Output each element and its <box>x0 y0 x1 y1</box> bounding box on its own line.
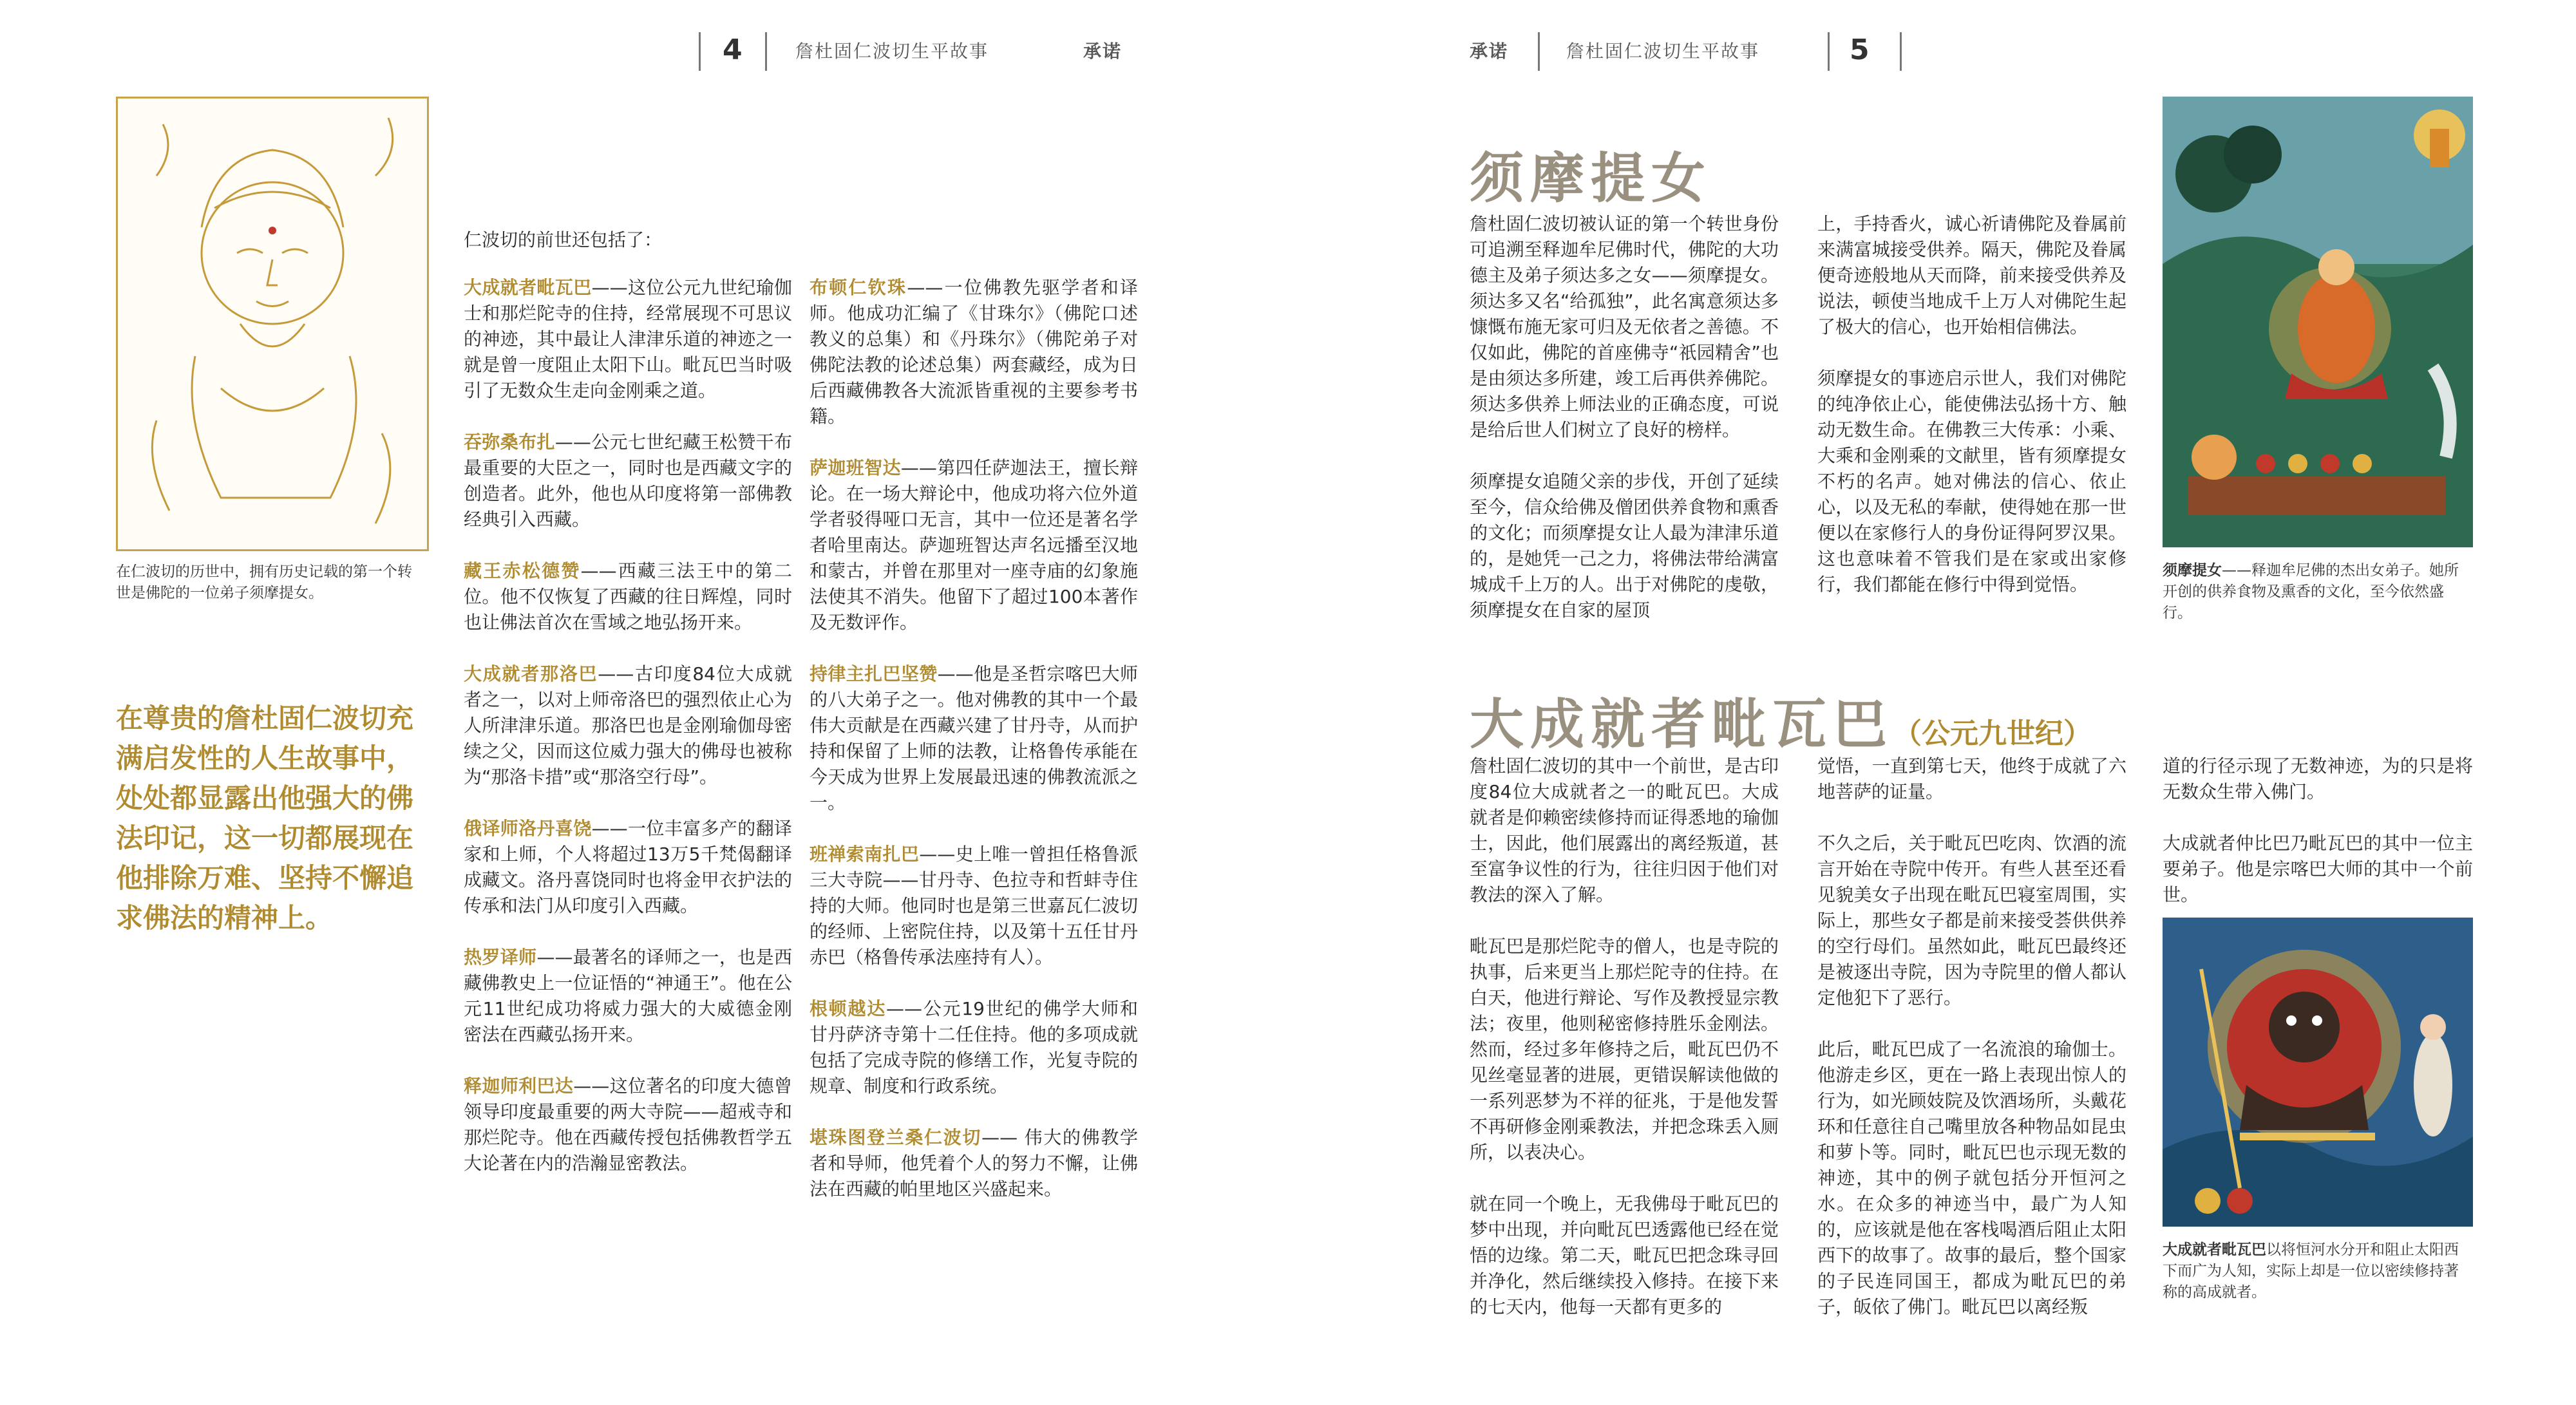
caption-text: 以将恒河水分开和阻止太阳西下而广为人知，实际上却是一位以密续修持著称的高成就者。 <box>2163 1241 2459 1301</box>
life-name: 大成就者毗瓦巴 <box>464 277 592 298</box>
paragraph: 詹杜固仁波切被认证的第一个转世身份可追溯至释迦牟尼佛时代，佛陀的大功德主及弟子须达多之女——须摩提女。须达多又名“给孤独”，此名寓意须达多慷慨布施无家可归及无依者之善德。不仅如此，佛陀的首座佛寺“祇园精舍”也是由须达多所建，竣工后再供养佛陀。须达多供养上师法业的正确态度，可说是给后世人们树立了良好的榜样。 <box>1470 213 1779 440</box>
life-name: 俄译师洛丹喜饶 <box>464 818 592 839</box>
life-name: 热罗译师 <box>464 947 537 968</box>
life-entry <box>464 661 792 790</box>
paragraph: 大成就者仲比巴乃毗瓦巴的其中一位主要弟子。他是宗喀巴大师的其中一个前世。 <box>2163 833 2473 905</box>
left-header-book-title: 詹杜固仁波切生平故事 <box>795 41 989 62</box>
caption-title: 须摩提女 <box>2163 562 2222 579</box>
life-text: ——史上唯一曾担任格鲁派三大寺院——甘丹寺、色拉寺和哲蚌寺住持的大师。他同时也是第三世嘉瓦仁波切的经师、上密院住持，以及第十五任甘丹赤巴（格鲁传承法座持有人）。 <box>810 844 1138 968</box>
previous-lives-column-1 <box>464 275 792 1202</box>
virupa-column-1 <box>1470 753 1779 1346</box>
life-name: 根顿越达 <box>810 998 887 1019</box>
section-heading-virupa <box>1470 681 2092 759</box>
header-divider <box>1900 32 1902 71</box>
life-name: 布顿仁钦珠 <box>810 277 907 298</box>
paragraph: 此后，毗瓦巴成了一名流浪的瑜伽士。他游走乡区，更在一路上表现出惊人的行为，如光顾妓院及饮酒场所，头戴花环和任意往自己嘴里放各种物品如昆虫和萝卜等。同时，毗瓦巴也示现无数的神迹，其中的例子就包括分开恒河之水。在众多的神迹当中，最广为人知的，应该就是他在客栈喝酒后阻止太阳西下的故事了。故事的最后，整个国家的子民连同国王，都成为毗瓦巴的弟子，皈依了佛门。毗瓦巴以离经叛 <box>1817 1039 2126 1317</box>
caption-text: ——释迦牟尼佛的杰出女弟子。她所开创的供养食物及熏香的文化，至今依然盛行。 <box>2163 562 2459 621</box>
life-text: ——西藏三法王中的第二位。他不仅恢复了西藏的往日辉煌，同时也让佛法首次在雪域之地弘扬开来。 <box>464 560 792 633</box>
life-entry <box>464 945 792 1048</box>
life-text: ——古印度84位大成就者之一，以对上师帝洛巴的强烈依止心为人所津津乐道。那洛巴也是金刚瑜伽母密续之父，因而这位威力强大的佛母也被称为“那洛卡措”或“那洛空行母”。 <box>464 663 792 787</box>
life-entry <box>464 429 792 533</box>
life-name: 大成就者那洛巴 <box>464 663 598 684</box>
paragraph: 詹杜固仁波切的其中一个前世，是古印度84位大成就者之一的毗瓦巴。大成就者是仰赖密续修持而证得悉地的瑜伽士，因此，他们展露出的离经叛道，甚至富争议性的行为，往往归因于他们对教法的深入了解。 <box>1470 755 1779 905</box>
paragraph: 须摩提女追随父亲的步伐，开创了延续至今，信众给佛及僧团供养食物和熏香的文化；而须摩提女让人最为津津乐道的，是她凭一己之力，将佛法带给满富城成千上万的人。出于对佛陀的虔敬，须摩提女在自家的屋顶 <box>1470 471 1779 621</box>
sumagadha-image-caption <box>2163 560 2473 624</box>
life-text: ——公元19世纪的佛学大师和甘丹萨济寺第十二任住持。他的多项成就包括了完成寺院的修缮工作，光复寺院的规章、制度和行政系统。 <box>810 998 1138 1097</box>
life-name: 释迦师利巴达 <box>464 1075 574 1097</box>
paragraph: 道的行径示现了无数神迹，为的只是将无数众生带入佛门。 <box>2163 755 2473 802</box>
header-divider <box>699 32 701 71</box>
paragraph: 须摩提女的事迹启示世人，我们对佛陀的纯净依止心，能使佛法弘扬十方、触动无数生命。在佛教三大传承：小乘、大乘和金刚乘的文献里，皆有须摩提女不朽的名声。她对佛法的信心、依止心，以及无私的奉献，使得她在那一世便以在家修行人的身份证得阿罗汉果。这也意味着不管我们是在家或出家修行，我们都能在修行中得到觉悟。 <box>1817 368 2126 595</box>
sumagadha-thangka-painting <box>2163 97 2473 547</box>
life-entry <box>464 1073 792 1176</box>
header-divider <box>1828 32 1830 71</box>
virupa-column-3 <box>2163 753 2473 934</box>
left-illustration-caption: 在仁波切的历世中，拥有历史记载的第一个转世是佛陀的一位弟子须摩提女。 <box>116 563 412 601</box>
left-header-section: 承诺 <box>1083 41 1122 62</box>
life-entry <box>810 455 1138 636</box>
life-text: ——这位著名的印度大德曾领导印度最重要的两大寺院——超戒寺和那烂陀寺。他在西藏传授包括佛教哲学五大论著在内的浩瀚显密教法。 <box>464 1075 792 1174</box>
right-header-book-title: 詹杜固仁波切生平故事 <box>1566 41 1760 62</box>
sumagadha-column-1 <box>1470 211 1779 649</box>
right-page-number: 5 <box>1850 33 1870 66</box>
life-text: ——最著名的译师之一，也是西藏佛教史上一位证悟的“神通王”。他在公元11世纪成功将威力强大的大威德金刚密法在西藏弘扬开来。 <box>464 947 792 1045</box>
caption-title: 大成就者毗瓦巴 <box>2163 1241 2266 1258</box>
life-entry <box>464 275 792 404</box>
life-name: 萨迦班智达 <box>810 457 901 478</box>
life-name: 藏王赤松德赞 <box>464 560 581 581</box>
life-name: 班禅索南扎巴 <box>810 844 920 865</box>
section-heading-virupa-title: 大成就者毗瓦巴 <box>1470 693 1894 756</box>
paragraph: 毗瓦巴是那烂陀寺的僧人，也是寺院的执事，后来更当上那烂陀寺的住持。在白天，他进行辩论、写作及教授显宗教法；夜里，他则秘密修持胜乐金刚法。然而，经过多年修持之后，毗瓦巴仍不见丝毫显著的进展，更错误解读他做的一系列恶梦为不祥的征兆，于是他发誓不再研修金刚乘教法，并把念珠丢入厕所，以表决心。 <box>1470 936 1779 1163</box>
life-text: —— 伟大的佛教学者和导师，他凭着个人的努力不懈，让佛法在西藏的帕里地区兴盛起来。 <box>810 1127 1138 1200</box>
life-entry <box>810 996 1138 1099</box>
life-text: ——一位佛教先驱学者和译师。他成功汇编了《甘珠尔》（佛陀口述教义的总集）和《丹珠尔》（佛陀弟子对佛陀法教的论述总集）两套藏经，成为日后西藏佛教各大流派皆重视的主要参考书籍。 <box>810 277 1138 427</box>
header-divider <box>765 32 767 71</box>
section-heading-sumagadha: 须摩提女 <box>1470 147 1712 210</box>
paragraph: 不久之后，关于毗瓦巴吃肉、饮酒的流言开始在寺院中传开。有些人甚至还看见貌美女子出现在毗瓦巴寝室周围，实际上，那些女子都是前来接受荟供供养的空行母们。虽然如此，毗瓦巴最终还是被逐出寺院，因为寺院里的僧人都认定他犯下了恶行。 <box>1817 833 2126 1008</box>
life-text: ——第四任萨迦法王，擅长辩论。在一场大辩论中，他成功将六位外道学者驳得哑口无言，其中一位还是著名学者哈里南达。萨迦班智达声名远播至汉地和蒙古，并曾在那里对一座寺庙的幻象施法使其不消失。他留下了超过100本著作及无数评作。 <box>810 457 1138 633</box>
life-name: 持律主扎巴坚赞 <box>810 663 938 684</box>
life-entry <box>464 558 792 636</box>
paragraph: 觉悟，一直到第七天，他终于成就了六地菩萨的证量。 <box>1817 755 2126 802</box>
right-header-section: 承诺 <box>1470 41 1509 62</box>
life-name: 堪珠图登兰桑仁波切 <box>810 1127 982 1148</box>
life-text: ——公元七世纪藏王松赞干布最重要的大臣之一，同时也是西藏文字的创造者。此外，他也从印度将第一部佛教经典引入西藏。 <box>464 431 792 530</box>
life-text: ——他是圣哲宗喀巴大师的八大弟子之一。他对佛教的其中一个最伟大贡献是在西藏兴建了甘丹寺，从而护持和保留了上师的法教，让格鲁传承能在今天成为世界上发展最迅速的佛教流派之一。 <box>810 663 1138 813</box>
previous-lives-column-2 <box>810 275 1138 1228</box>
pull-quote: 在尊贵的詹杜固仁波切充满启发性的人生故事中，处处都显露出他强大的佛法印记，这一切都展现在他排除万难、坚持不懈追求佛法的精神上。 <box>116 702 414 934</box>
virupa-thangka-painting <box>2163 918 2473 1227</box>
life-entry <box>810 275 1138 429</box>
sumagadha-line-illustration <box>116 97 429 551</box>
virupa-column-2 <box>1817 753 2126 1346</box>
section-heading-virupa-subtitle: （公元九世纪） <box>1893 717 2092 750</box>
life-entry <box>810 842 1138 970</box>
life-text: ——一位丰富多产的翻译家和上师，个人将超过13万5千梵偈翻译成藏文。洛丹喜饶同时也将金甲衣护法的传承和法门从印度引入西藏。 <box>464 818 792 916</box>
life-name: 吞弥桑布扎 <box>464 431 555 453</box>
previous-lives-intro: 仁波切的前世还包括了： <box>464 229 663 250</box>
life-entry <box>810 1125 1138 1202</box>
paragraph: 上，手持香火，诚心祈请佛陀及眷属前来满富城接受供养。隔天，佛陀及眷属便奇迹般地从天而降，前来接受供养及说法，顿使当地成千上万人对佛陀生起了极大的信心，也开始相信佛法。 <box>1817 213 2126 337</box>
paragraph: 就在同一个晚上，无我佛母于毗瓦巴的梦中出现，并向毗瓦巴透露他已经在觉悟的边缘。第二天，毗瓦巴把念珠寻回并净化，然后继续投入修持。在接下来的七天内，他每一天都有更多的 <box>1470 1193 1779 1317</box>
life-entry <box>810 661 1138 816</box>
sumagadha-column-2 <box>1817 211 2126 623</box>
life-text: ——这位公元九世纪瑜伽士和那烂陀寺的住持，经常展现不可思议的神迹，其中最让人津津乐道的神迹之一就是曾一度阻止太阳下山。毗瓦巴当时吸引了无数众生走向金刚乘之道。 <box>464 277 792 401</box>
virupa-image-caption <box>2163 1240 2473 1303</box>
life-entry <box>464 816 792 919</box>
header-divider <box>1538 32 1540 71</box>
left-page-number: 4 <box>723 33 743 66</box>
